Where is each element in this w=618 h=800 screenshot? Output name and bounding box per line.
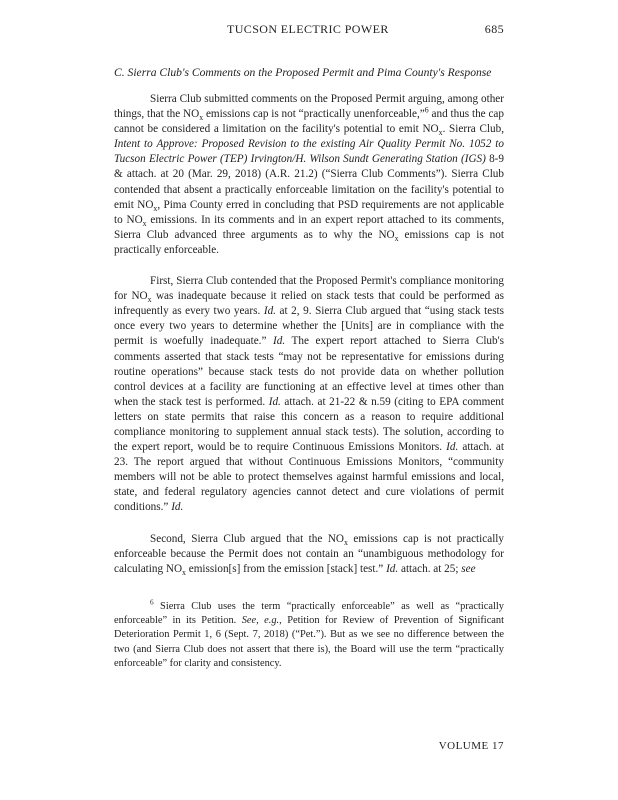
page-number: 685 (484, 22, 504, 36)
running-title: TUCSON ELECTRIC POWER (227, 22, 389, 36)
paragraph-1: Sierra Club submitted comments on the Proposed Permit arguing, among other things, that the $NO_x$ emissions cap is not “practically unenforceable,”$^6$ and thus the cap cannot be considered a limitation on the facility's potential to emit $NO_x$. Sierra Club, Intent to Approve: Proposed Revision to the existing Air Quality Permit No. 1052 to Tucson Electric Power (TEP) Irvington/H. Wilson Sundt Generating Station (IGS) 8-9 & attach. at 20 (Mar. 29, 2018) (A.R. 21.2) (“Sierra Club Comments”). Sierra Club contended that absent a practically enforceable limitation on the facility's potential to emit $NO_x$, Pima County erred in concluding that PSD requirements are not applicable to $NO_x$ emissions. In its comments and in an expert report attached to its comments, Sierra Club advanced three arguments as to why the $NO_x$ emissions cap is not practically enforceable. (114, 93, 505, 256)
body-text (114, 92, 504, 593)
footnote-number: 6 (150, 598, 154, 607)
footnote-ref-6: 6 (424, 105, 429, 115)
paragraph-2: First, Sierra Club contended that the Proposed Permit's compliance monitoring for $NO_x$ was inadequate because it relied on stack tests that could be performed as infrequently as every two years. Id. at 2, 9. Sierra Club argued that “using stack tests once every two years to determine whether the [Units] are in compliance with the permit is woefully inadequate.” Id. The expert report attached to Sierra Club's comments asserted that stack tests “may not be representative for emissions during routine operations” because stack tests do not provide data on whether pollution control devices at a facility are functioning at an effective level at times other than when the stack test is performed. Id. attach. at 21-22 & n.59 (citing to EPA comment letters on state permits that raise this concern as a reason to require additional compliance monitoring to supplement annual stack tests). The solution, according to the expert report, would be to require Continuous Emissions Monitors. Id. attach. at 23. The report argued that without Continuous Emissions Monitors, “community members will not be able to protect themselves against harmful emissions and local, state, and federal regulatory agencies cannot detect and cure violations of permit conditions.” Id. (114, 275, 505, 514)
paragraph-3: Second, Sierra Club argued that the $NO_x$ emissions cap is not practically enforceable because the Permit does not contain an “unambiguous methodology for calculating $NO_x$ emission[s] from the emission [stack] test.” Id. attach. at 25; see (114, 532, 505, 577)
running-header (114, 22, 504, 38)
section-heading: C. Sierra Club's Comments on the Proposed Permit and Pima County's Response (114, 66, 492, 79)
footnote-6: $^6$ Sierra Club uses the term “practically enforceable” as well as “practically enforceable” in its Petition. See, e.g., Petition for Review of Prevention of Significant Deterioration Permit 1, 6 (Sept. 7, 2018) (“Pet.”). But as we see no difference between the two (and Sierra Club does not assert that there is), the Board will use the term “practically enforceable” for clarity and consistency. (114, 598, 504, 669)
volume-footer: VOLUME 17 (438, 740, 504, 752)
footnote (114, 600, 504, 671)
